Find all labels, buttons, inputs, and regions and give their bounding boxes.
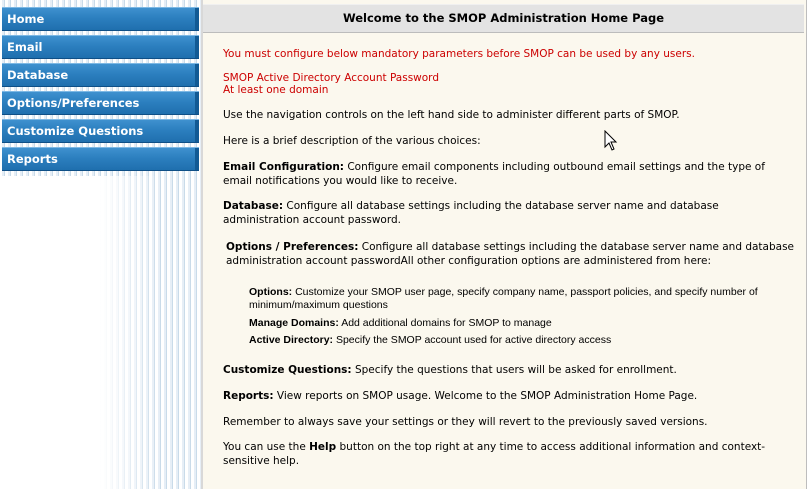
arrow-cursor-icon bbox=[604, 130, 618, 152]
reports-term: Reports: bbox=[223, 390, 274, 402]
options-desc: Customize your SMOP user page, specify company name, passport policies, and specify number of minimum/maximum questions bbox=[249, 286, 758, 311]
customize-questions-term: Customize Questions: bbox=[223, 364, 352, 376]
customize-questions-desc: Specify the questions that users will be asked for enrollment. bbox=[351, 364, 677, 376]
intro-text: Use the navigation controls on the left hand side to administer different parts of SMOP. bbox=[223, 109, 680, 121]
remember-text: Remember to always save your settings or they will revert to the previously saved versions. bbox=[223, 416, 708, 428]
sidebar-background bbox=[0, 176, 100, 489]
reports-desc: View reports on SMOP usage. Welcome to the SMOP Administration Home Page. bbox=[273, 390, 698, 402]
reports-description bbox=[223, 389, 796, 403]
warning-message: You must configure below mandatory parameters before SMOP can be used by any users. bbox=[223, 48, 695, 60]
sidebar-item-options-preferences[interactable]: Options/Preferences bbox=[2, 91, 199, 115]
help-post: button on the top right at any time to access additional information and context-sensitive help. bbox=[223, 441, 766, 467]
options-preferences-desc: Configure all database settings including the database server name and database administration account passwordAll other configuration options are administered from here: bbox=[226, 241, 795, 267]
email-desc: Configure email components including outbound email settings and the type of email notifications you would like to receive. bbox=[223, 161, 765, 187]
options-description bbox=[249, 286, 776, 312]
manage-domains-desc: Add additional domains for SMOP to manage bbox=[338, 317, 552, 329]
brief-text: Here is a brief description of the various choices: bbox=[223, 135, 481, 147]
active-directory-description bbox=[249, 333, 796, 347]
warning-item-ad-password: SMOP Active Directory Account Password bbox=[223, 72, 439, 84]
options-term: Options: bbox=[249, 286, 293, 298]
database-term: Database: bbox=[223, 200, 284, 212]
active-directory-term: Active Directory: bbox=[249, 334, 334, 346]
warning-item-domain: At least one domain bbox=[223, 84, 329, 96]
page-title: Welcome to the SMOP Administration Home Page bbox=[203, 4, 804, 33]
sidebar-item-email[interactable]: Email bbox=[2, 35, 199, 59]
customize-questions-description bbox=[223, 363, 796, 377]
database-desc: Configure all database settings including the database server name and database administration account password. bbox=[223, 200, 719, 226]
help-term: Help bbox=[309, 441, 337, 453]
help-pre: You can use the bbox=[223, 441, 310, 453]
email-description bbox=[223, 160, 796, 188]
sidebar-fade bbox=[100, 176, 201, 489]
email-term: Email Configuration: bbox=[223, 161, 344, 173]
help-text bbox=[223, 440, 802, 468]
manage-domains-term: Manage Domains: bbox=[249, 317, 339, 329]
sidebar-item-home[interactable]: Home bbox=[2, 7, 199, 31]
options-preferences-description bbox=[226, 240, 796, 268]
sidebar-item-reports[interactable]: Reports bbox=[2, 147, 199, 171]
main-content bbox=[203, 0, 807, 489]
options-preferences-term: Options / Preferences: bbox=[226, 241, 359, 253]
database-description bbox=[223, 199, 796, 227]
active-directory-desc: Specify the SMOP account used for active directory access bbox=[333, 334, 612, 346]
sidebar-item-customize-questions[interactable]: Customize Questions bbox=[2, 119, 199, 143]
manage-domains-description bbox=[249, 316, 796, 330]
sidebar-item-database[interactable]: Database bbox=[2, 63, 199, 87]
sidebar-nav bbox=[0, 0, 201, 489]
